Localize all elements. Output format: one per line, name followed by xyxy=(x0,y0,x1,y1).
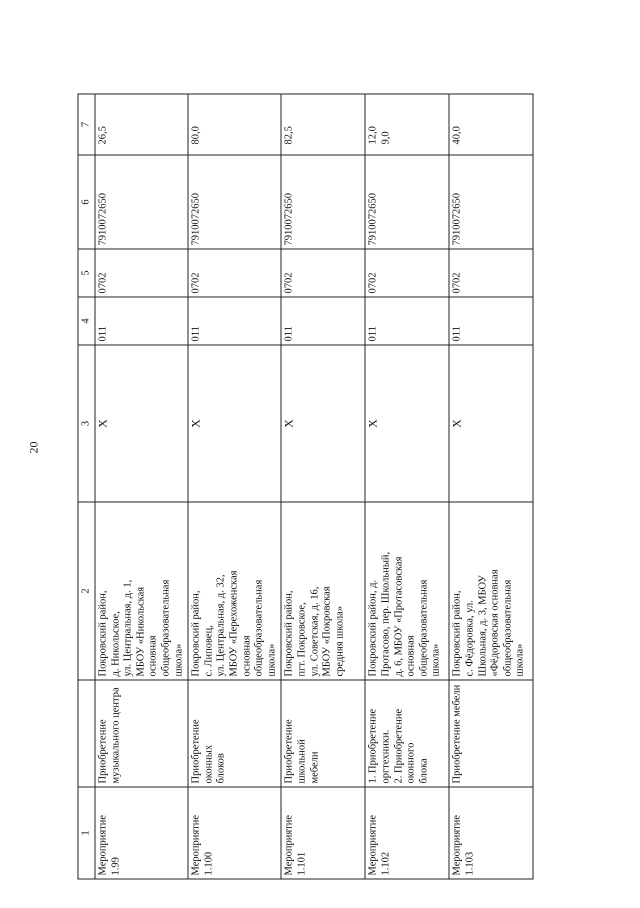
event-cell: Мероприятие 1.99 xyxy=(95,787,188,879)
code-cell: 011 xyxy=(449,297,533,345)
name-cell: Приобретение музыкального центра xyxy=(95,680,188,787)
amount-cell: 82,5 xyxy=(281,94,365,155)
table-row xyxy=(365,94,449,879)
measures-table xyxy=(77,94,533,880)
table-row xyxy=(449,94,533,879)
section-cell: 0702 xyxy=(95,249,188,297)
table-row xyxy=(281,94,365,879)
mark-cell: Х xyxy=(365,345,449,502)
target-code-cell: 7910072650 xyxy=(365,155,449,249)
amount-cell: 26,5 xyxy=(95,94,188,155)
address-cell: Покровский район, д. Протасово, пер. Школьный, д. 6, МБОУ «Протасовская основная общеобразовательная школа» xyxy=(365,502,449,680)
name-cell: Приобретение оконных блоков xyxy=(188,680,281,787)
event-cell: Мероприятие 1.100 xyxy=(188,787,281,879)
column-number: 6 xyxy=(78,155,95,249)
column-number-row xyxy=(78,94,95,879)
address-cell: Покровский район, д. Никольское, ул. Центральная, д. 1, МБОУ «Никольская основная общеобразовательная школа» xyxy=(95,502,188,680)
amount-cell: 40,0 xyxy=(449,94,533,155)
table-row xyxy=(95,94,188,879)
column-number: 3 xyxy=(78,345,95,502)
amount-cell: 12,0 9,0 xyxy=(365,94,449,155)
mark-cell: Х xyxy=(449,345,533,502)
table-row xyxy=(188,94,281,879)
target-code-cell: 7910072650 xyxy=(281,155,365,249)
address-cell: Покровский район, пгт. Покровское, ул. Советская, д. 16, МБОУ «Покровская средняя школа» xyxy=(281,502,365,680)
section-cell: 0702 xyxy=(281,249,365,297)
section-cell: 0702 xyxy=(449,249,533,297)
section-cell: 0702 xyxy=(365,249,449,297)
mark-cell: Х xyxy=(95,345,188,502)
name-cell: Приобретение мебели xyxy=(449,680,533,787)
column-number: 1 xyxy=(78,787,95,879)
address-cell: Покровский район, с. Фёдоровка, ул. Школьная, д. 3, МБОУ «Фёдоровская основная общеобразовательная школа» xyxy=(449,502,533,680)
event-cell: Мероприятие 1.102 xyxy=(365,787,449,879)
amount-cell: 80,0 xyxy=(188,94,281,155)
code-cell: 011 xyxy=(281,297,365,345)
event-cell: Мероприятие 1.103 xyxy=(449,787,533,879)
name-cell: Приобретение школьной мебели xyxy=(281,680,365,787)
column-number: 2 xyxy=(78,502,95,680)
mark-cell: Х xyxy=(188,345,281,502)
section-cell: 0702 xyxy=(188,249,281,297)
address-cell: Покровский район, с. Липовец, ул. Центральная, д. 32, МБОУ «Перехоженская основная общеобразовательная школа» xyxy=(188,502,281,680)
rotated-table-wrapper xyxy=(77,95,607,880)
target-code-cell: 7910072650 xyxy=(95,155,188,249)
code-cell: 011 xyxy=(188,297,281,345)
mark-cell: Х xyxy=(281,345,365,502)
column-number xyxy=(78,680,95,787)
column-number: 7 xyxy=(78,94,95,155)
column-number: 4 xyxy=(78,297,95,345)
target-code-cell: 7910072650 xyxy=(188,155,281,249)
code-cell: 011 xyxy=(365,297,449,345)
page-number: 20 xyxy=(26,441,41,454)
name-cell: 1. Приобретение оргтехники. 2. Приобретение оконного блока xyxy=(365,680,449,787)
event-cell: Мероприятие 1.101 xyxy=(281,787,365,879)
target-code-cell: 7910072650 xyxy=(449,155,533,249)
column-number: 5 xyxy=(78,249,95,297)
code-cell: 011 xyxy=(95,297,188,345)
